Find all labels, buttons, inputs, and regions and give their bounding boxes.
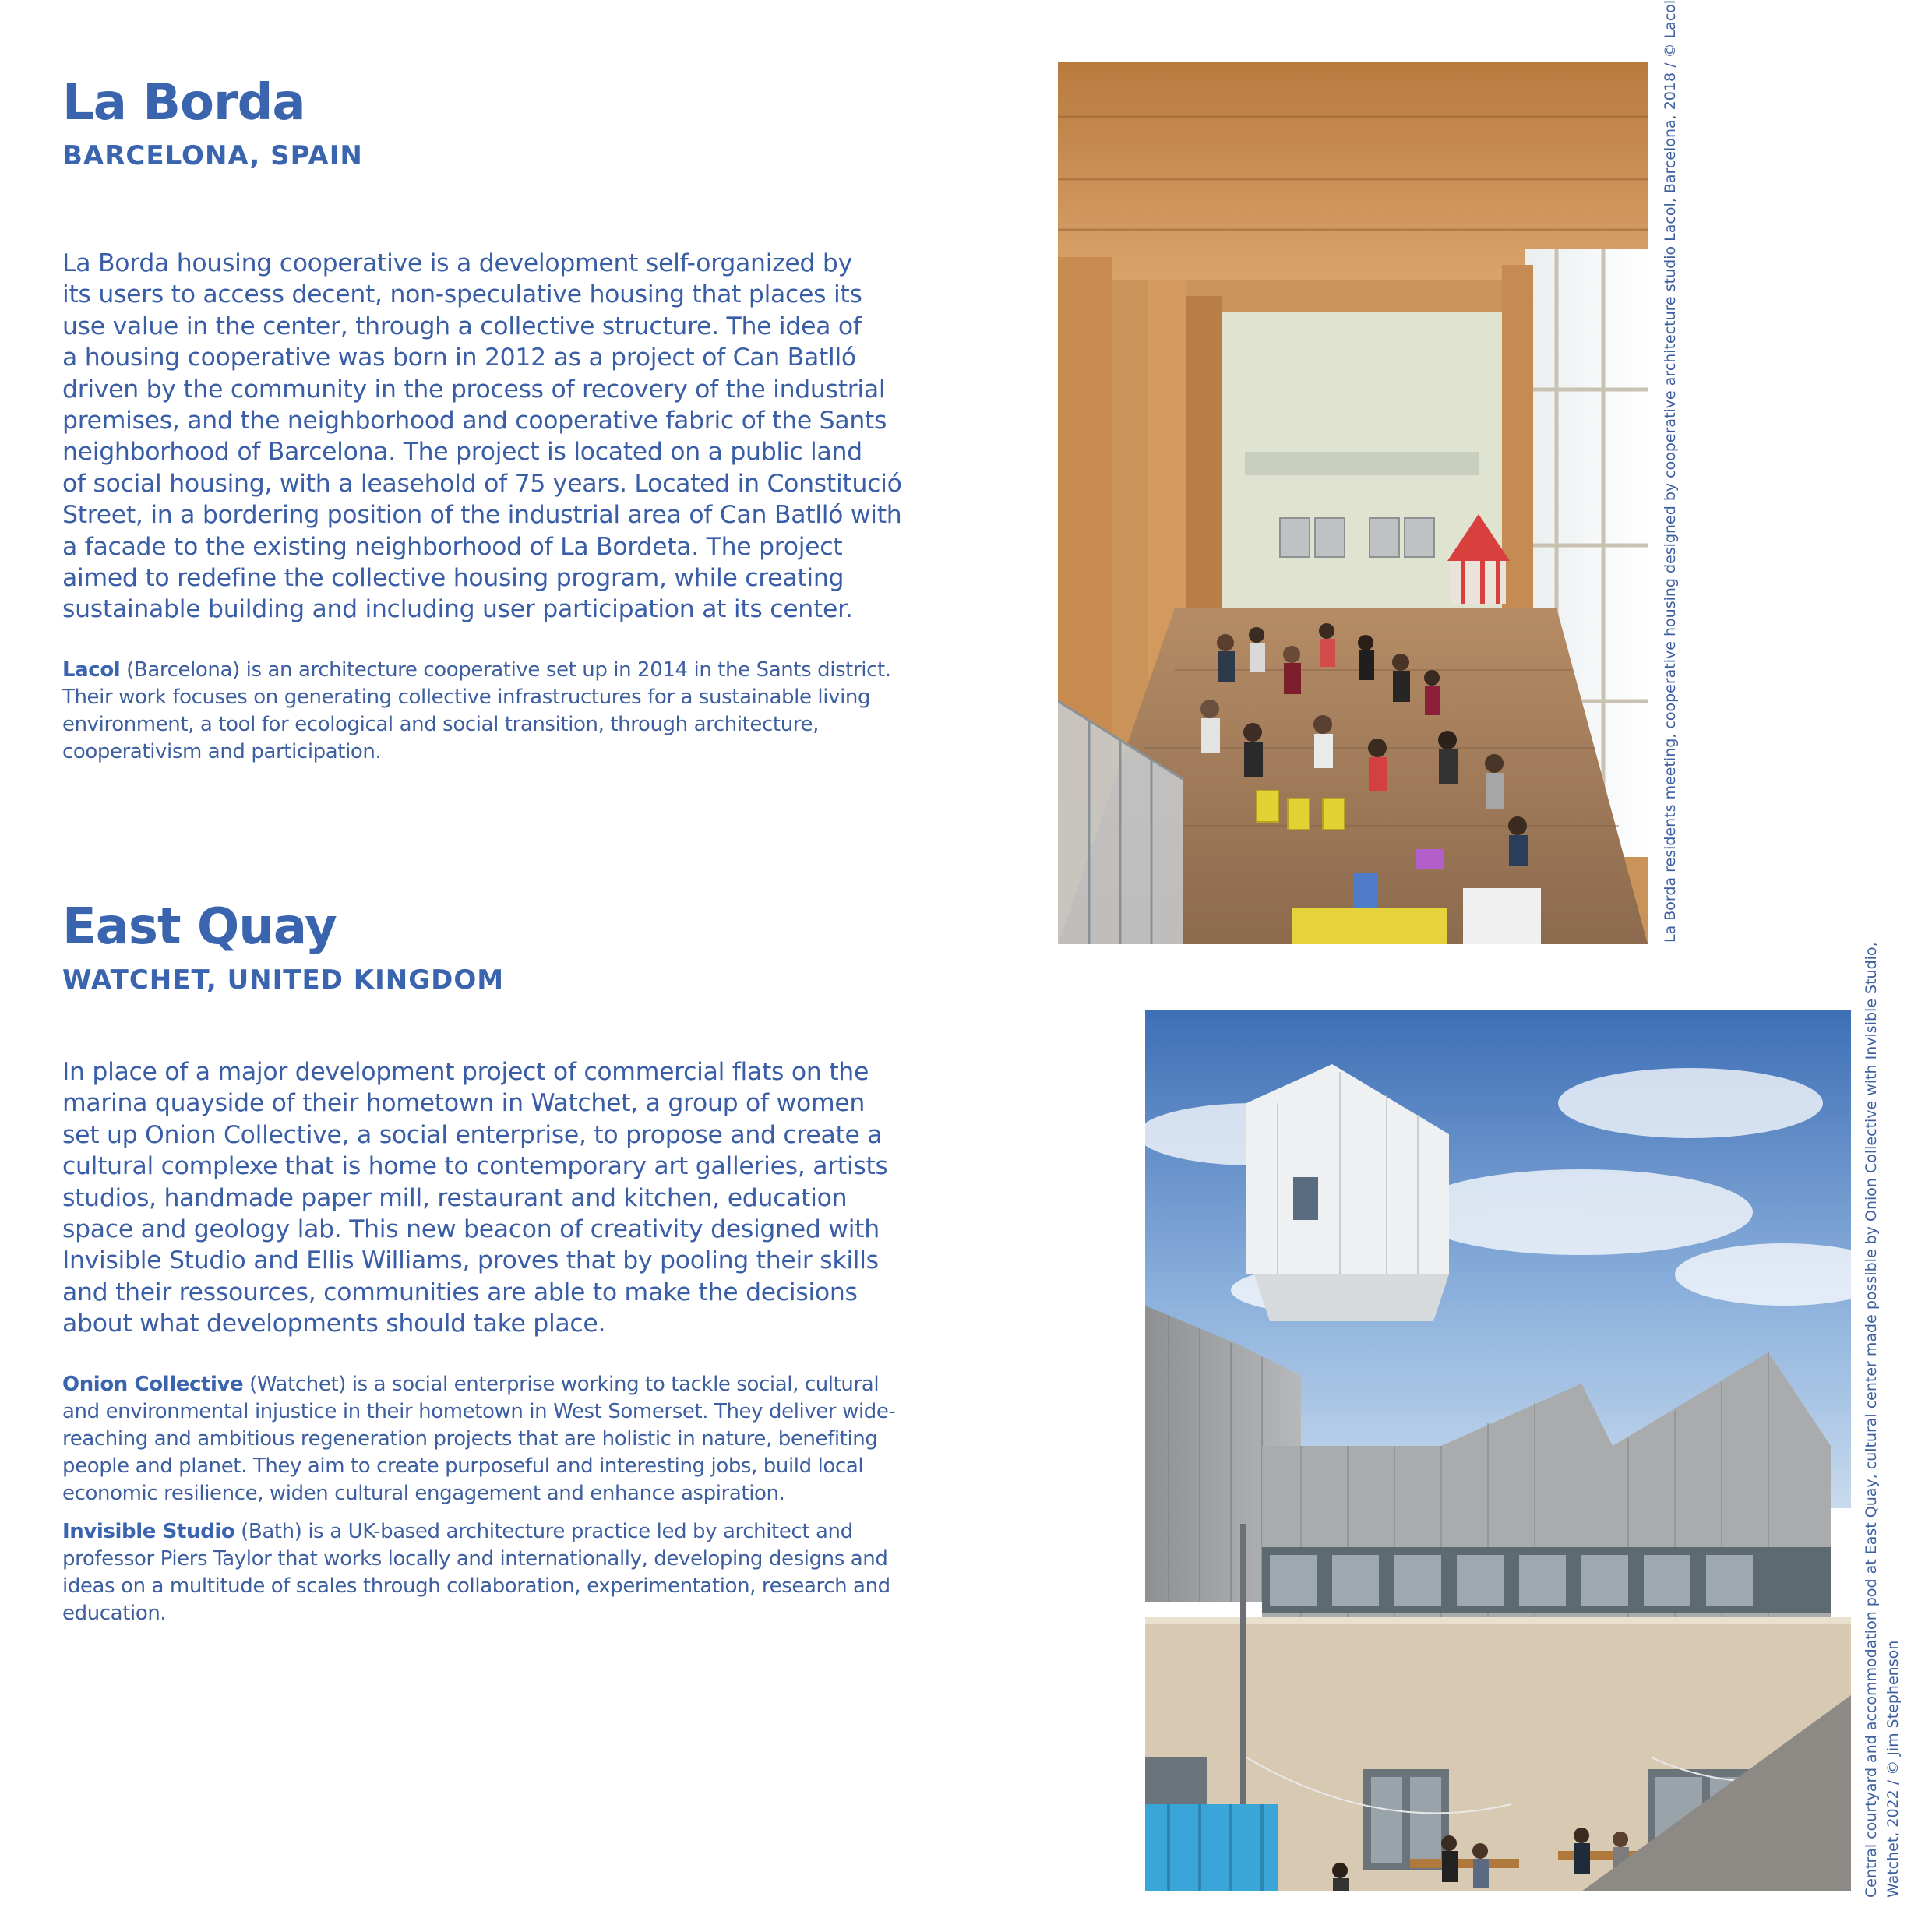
east-quay-title: East Quay [62,898,337,956]
invisible-studio-description: Invisible Studio (Bath) is a UK-based architecture practice led by architect and professor Piers Taylor that works locally and internationally, developing designs and ideas on a multitude of scales through collaboration, experimentation, research and education. [62,1519,890,1625]
la-borda-interior-image [1058,62,1648,944]
onion-collective-name: Onion Collective [62,1372,244,1396]
la-borda-photo [1058,62,1648,944]
east-quay-description: In place of a major development project of commercial flats on the marina quayside of their hometown in Watchet, a group of women set up Onion Collective, a social enterprise, to propose and create a cultural complexe that is home to contemporary art galleries, artists studios, handmade paper mill, restaurant and kitchen, education space and geology lab. This new beacon of creativity designed with Invisible Studio and Ellis Williams, proves that by pooling their skills and their ressources, communities are able to make the decisions about what developments should take place. [62,1058,888,1338]
lacol-name: Lacol [62,658,121,682]
east-quay-courtyard-image [1145,1010,1851,1891]
la-borda-description: La Borda housing cooperative is a development self-organized by its users to access decent, non-speculative housing that places its use value in the center, through a collective structure. The idea of a housing cooperative was born in 2012 as a project of Can Batlló driven by the community in the process of recovery of the industrial premises, and the neighborhood and cooperative fabric of the Sants neighborhood of Barcelona. The project is located on a public land of social housing, with a leasehold of 75 years. Located in Constitució Street, in a bordering position of the industrial area of Can Batlló with a facade to the existing neighborhood of La Bordeta. The project aimed to redefine the collective housing program, while creating sustainable building and including user participation at its center. [62,249,902,624]
east-quay-section [62,896,927,1627]
la-borda-title: La Borda [62,74,305,132]
east-quay-photo-caption: Central courtyard and accommodation pod at East Quay, cultural center made possible by Onion Collective with Invisible Studio, Watchet, 2022 / © Jim Stephenson [1863,942,1902,1898]
la-borda-section [62,72,927,766]
lacol-description: Lacol (Barcelona) is an architecture cooperative set up in 2014 in the Sants district. Their work focuses on generating collective infrastructures for a sustainable living environment, a tool for ecological and social transition, through architecture, cooperativism and participation. [62,658,891,763]
onion-collective-description: Onion Collective (Watchet) is a social enterprise working to tackle social, cultural and environmental injustice in their hometown in West Somerset. They deliver wide- reaching and ambitious regeneration projects that are holistic in nature, benefiting people and planet. They aim to create purposeful and interesting jobs, build local economic resilience, widen cultural engagement and enhance aspiration. [62,1372,896,1505]
la-borda-location: BARCELONA, SPAIN [62,140,363,171]
east-quay-photo [1145,1010,1851,1891]
east-quay-location: WATCHET, UNITED KINGDOM [62,964,505,996]
la-borda-photo-caption: La Borda residents meeting, cooperative housing designed by cooperative architecture studio Lacol, Barcelona, 2018 / © Lacol [1662,0,1679,943]
invisible-studio-name: Invisible Studio [62,1519,235,1543]
